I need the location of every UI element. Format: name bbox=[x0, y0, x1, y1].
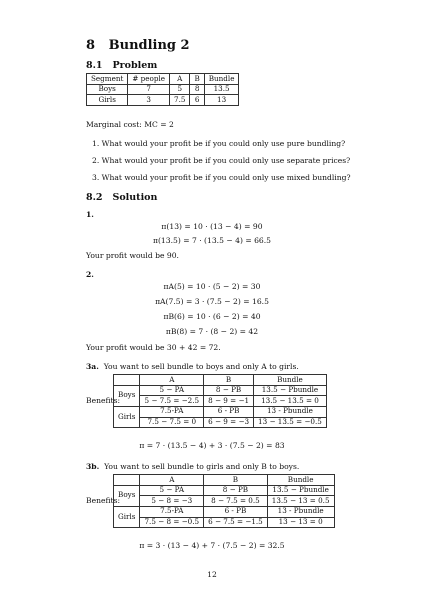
table-row bbox=[114, 385, 327, 396]
table-cell: 5 − 8 = −3 bbox=[140, 496, 204, 507]
benefits-label: Benefits: bbox=[86, 496, 121, 505]
header-cell: # people bbox=[128, 74, 170, 85]
part3a-text: You want to sell bundle to boys and only A to girls. bbox=[103, 362, 299, 371]
marginal-cost: Marginal cost: MC = 2 bbox=[86, 120, 174, 129]
benefits-table-3b bbox=[113, 474, 335, 528]
table-cell: 8 − PB bbox=[204, 385, 254, 396]
table-row bbox=[114, 517, 335, 528]
equation: π(13) = 10 · (13 − 4) = 90 bbox=[161, 222, 263, 231]
header-cell: A bbox=[140, 475, 204, 486]
table-cell: 8 − 7.5 = 0.5 bbox=[204, 496, 268, 507]
table-cell: 13 - Pbundle bbox=[267, 506, 334, 517]
header-cell: Bundle bbox=[254, 375, 327, 386]
table-cell: 8 bbox=[190, 84, 204, 95]
table-cell: 7.5-PA bbox=[140, 506, 204, 517]
benefits-label: Benefits: bbox=[86, 396, 121, 405]
table-cell: 6 − 7.5 = −1.5 bbox=[204, 517, 268, 528]
problem-heading bbox=[86, 60, 157, 71]
header-cell: Segment bbox=[87, 74, 128, 85]
header-cell: A bbox=[170, 74, 190, 85]
section-title: Bundling 2 bbox=[108, 38, 190, 53]
table-cell: 7.5 bbox=[170, 95, 190, 106]
equation: π = 3 · (13 − 4) + 7 · (7.5 − 2) = 32.5 bbox=[139, 541, 285, 550]
table-cell: 7.5 − 7.5 = 0 bbox=[140, 417, 204, 428]
table-cell: 13.5 − Pbundle bbox=[254, 385, 327, 396]
problem-table bbox=[86, 73, 239, 106]
table-cell: 6 - PB bbox=[204, 506, 268, 517]
part2-conclusion: Your profit would be 30 + 42 = 72. bbox=[86, 343, 221, 352]
table-cell: 13.5 − 13 = 0.5 bbox=[267, 496, 334, 507]
equation: πA(5) = 10 · (5 − 2) = 30 bbox=[163, 282, 261, 291]
table-row bbox=[114, 406, 327, 417]
table-row bbox=[114, 417, 327, 428]
table-row bbox=[87, 84, 239, 95]
table-row bbox=[114, 485, 335, 496]
table-cell: 13 - Pbundle bbox=[254, 406, 327, 417]
part1-conclusion: Your profit would be 90. bbox=[86, 251, 179, 260]
table-row bbox=[87, 95, 239, 106]
table-cell: 5 − PA bbox=[140, 385, 204, 396]
table-header-row bbox=[114, 375, 327, 386]
problem-heading-text: Problem bbox=[112, 60, 158, 71]
table-cell: 5 − 7.5 = −2.5 bbox=[140, 396, 204, 407]
table-cell: 13 bbox=[204, 95, 239, 106]
table-cell: Girls bbox=[87, 95, 128, 106]
table-cell: 13 − 13 = 0 bbox=[267, 517, 334, 528]
table-cell: 5 bbox=[170, 84, 190, 95]
part1-label: 1. bbox=[86, 210, 94, 219]
question-3: 3. What would your profit be if you could only use mixed bundling? bbox=[92, 173, 351, 182]
header-cell bbox=[114, 475, 140, 486]
table-row bbox=[114, 506, 335, 517]
part3a-label: 3a. bbox=[86, 362, 99, 371]
equation: π(13.5) = 7 · (13.5 − 4) = 66.5 bbox=[152, 236, 272, 245]
table-cell: 8 − 9 = −1 bbox=[204, 396, 254, 407]
table-cell: 7 bbox=[128, 84, 170, 95]
equation: π = 7 · (13.5 − 4) + 3 · (7.5 − 2) = 83 bbox=[139, 441, 285, 450]
equation: πB(6) = 10 · (6 − 2) = 40 bbox=[163, 312, 261, 321]
segment-cell: Boys bbox=[114, 485, 140, 506]
solution-heading bbox=[86, 192, 157, 203]
solution-heading-number: 8.2 bbox=[86, 192, 103, 203]
segment-cell: Girls bbox=[114, 506, 140, 527]
section-heading bbox=[86, 38, 190, 54]
equation: πA(7.5) = 3 · (7.5 − 2) = 16.5 bbox=[155, 297, 269, 306]
table-cell: 6 bbox=[190, 95, 204, 106]
equation: πB(8) = 7 · (8 − 2) = 42 bbox=[165, 327, 259, 336]
table-cell: 6 - PB bbox=[204, 406, 254, 417]
header-cell: A bbox=[140, 375, 204, 386]
section-number: 8 bbox=[86, 38, 96, 53]
part3b-text: You want to sell bundle to girls and only B to boys. bbox=[104, 462, 300, 471]
header-cell: Bundle bbox=[267, 475, 334, 486]
table-cell: 7.5 − 8 = −0.5 bbox=[140, 517, 204, 528]
table-cell: 13 − 13.5 = −0.5 bbox=[254, 417, 327, 428]
header-cell bbox=[114, 375, 140, 386]
part3b-heading bbox=[86, 462, 299, 471]
part3a-heading bbox=[86, 362, 299, 371]
benefits-table-3a bbox=[113, 374, 327, 428]
header-cell: B bbox=[190, 74, 204, 85]
solution-heading-text: Solution bbox=[112, 192, 158, 203]
problem-heading-number: 8.1 bbox=[86, 60, 103, 71]
header-cell: Bundle bbox=[204, 74, 239, 85]
table-cell: 8 − PB bbox=[204, 485, 268, 496]
table-cell: 13.5 − Pbundle bbox=[267, 485, 334, 496]
table-row bbox=[114, 496, 335, 507]
table-cell: 6 − 9 = −3 bbox=[204, 417, 254, 428]
problem-table-header bbox=[87, 74, 239, 85]
table-row bbox=[114, 396, 327, 407]
page-number: 12 bbox=[207, 570, 217, 579]
question-2: 2. What would your profit be if you could only use separate prices? bbox=[92, 156, 351, 165]
table-cell: Boys bbox=[87, 84, 128, 95]
header-cell: B bbox=[204, 475, 268, 486]
header-cell: B bbox=[204, 375, 254, 386]
segment-cell: Girls bbox=[114, 406, 140, 427]
table-cell: 13.5 bbox=[204, 84, 239, 95]
table-header-row bbox=[114, 475, 335, 486]
question-1: 1. What would your profit be if you could only use pure bundling? bbox=[92, 139, 346, 148]
table-cell: 5 − PA bbox=[140, 485, 204, 496]
table-cell: 13.5 − 13.5 = 0 bbox=[254, 396, 327, 407]
part3b-label: 3b. bbox=[86, 462, 100, 471]
table-cell: 3 bbox=[128, 95, 170, 106]
segment-cell: Boys bbox=[114, 385, 140, 406]
table-cell: 7.5-PA bbox=[140, 406, 204, 417]
part2-label: 2. bbox=[86, 270, 94, 279]
